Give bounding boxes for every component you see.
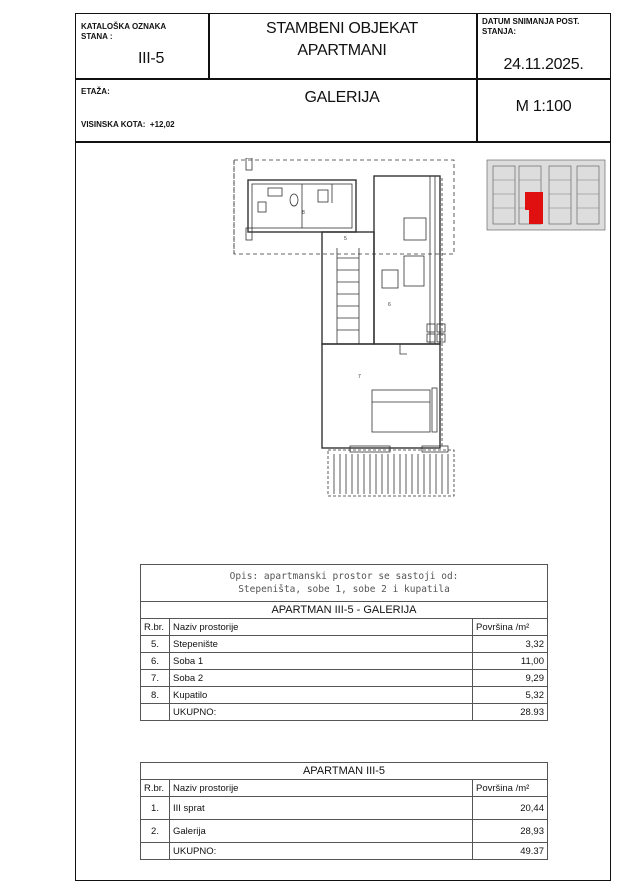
header-divider bbox=[75, 78, 611, 80]
scale-value: M 1:100 bbox=[515, 98, 572, 115]
floor-plan bbox=[232, 158, 458, 500]
table-total-row: UKUPNO: 28.93 bbox=[141, 704, 548, 721]
key-plan bbox=[485, 156, 607, 234]
highlighted-unit bbox=[529, 192, 543, 224]
catalog-label: KATALOŠKA OZNAKA STANA : bbox=[81, 22, 167, 41]
building-title: STAMBENI OBJEKAT APARTMANI bbox=[266, 20, 418, 59]
date-label: DATUM SNIMANJA POST. STANJA: bbox=[482, 17, 580, 36]
table2-col-num: R.br. bbox=[141, 780, 170, 797]
table-row: 6. Soba 1 11,00 bbox=[141, 653, 548, 670]
table1-col-name: Naziv prostorije bbox=[170, 619, 473, 636]
description-box bbox=[140, 564, 548, 602]
header-col-divider-2 bbox=[476, 13, 478, 141]
table-total-row: UKUPNO: 49.37 bbox=[141, 843, 548, 860]
header-bottom-line bbox=[75, 141, 611, 143]
table2-title: APARTMAN III-5 bbox=[141, 763, 548, 780]
table1-col-num: R.br. bbox=[141, 619, 170, 636]
description-line-1: Opis: apartmanski prostor se sastoji od: bbox=[229, 571, 459, 582]
description-line-2: Stepeništa, sobe 1, sobe 2 i kupatila bbox=[238, 584, 450, 595]
table1-col-area: Površina /m² bbox=[473, 619, 548, 636]
floor-label: ETAŽA: bbox=[81, 87, 110, 96]
table2-col-name: Naziv prostorije bbox=[170, 780, 473, 797]
height-elevation: VISINSKA KOTA: +12,02 bbox=[81, 120, 175, 129]
floor-value: GALERIJA bbox=[304, 89, 380, 106]
table-row: 2. Galerija 28,93 bbox=[141, 820, 548, 843]
catalog-value: III-5 bbox=[138, 50, 165, 67]
table-row: 8. Kupatilo 5,32 bbox=[141, 687, 548, 704]
room-number-5: 5 bbox=[344, 236, 347, 242]
room-number-7: 7 bbox=[358, 374, 361, 380]
table2-col-area: Površina /m² bbox=[473, 780, 548, 797]
table-row: 1. III sprat 20,44 bbox=[141, 797, 548, 820]
apartment-summary-table bbox=[140, 762, 548, 860]
table-row: 5. Stepenište 3,32 bbox=[141, 636, 548, 653]
room-number-8: 8 bbox=[302, 210, 305, 216]
galerija-room-table bbox=[140, 601, 548, 721]
table1-title: APARTMAN III-5 - GALERIJA bbox=[141, 602, 548, 619]
table-row: 7. Soba 2 9,29 bbox=[141, 670, 548, 687]
room-number-6: 6 bbox=[388, 302, 391, 308]
date-value: 24.11.2025. bbox=[503, 56, 584, 73]
